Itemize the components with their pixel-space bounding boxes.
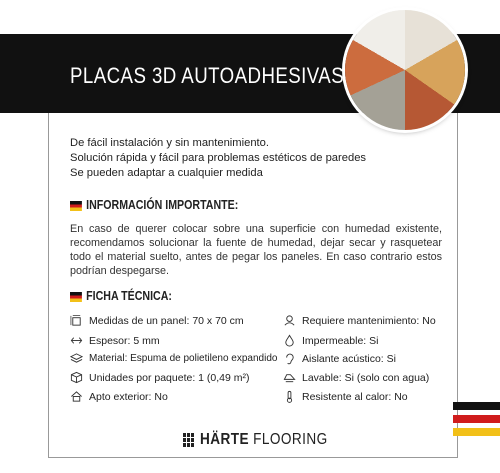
washable-icon bbox=[283, 371, 296, 384]
spec-text: Requiere mantenimiento: No bbox=[302, 314, 436, 327]
specs-heading bbox=[70, 289, 172, 303]
spec-acoustic bbox=[283, 352, 396, 365]
intro-line: De fácil instalación y sin mantenimiento. bbox=[70, 137, 269, 149]
intro-line: Se pueden adaptar a cualquier medida bbox=[70, 167, 263, 179]
intro-text bbox=[70, 136, 366, 181]
logo-mark-icon bbox=[183, 433, 194, 447]
spec-text: Impermeable: Si bbox=[302, 334, 379, 347]
brand-name bbox=[200, 431, 328, 449]
droplet-icon bbox=[283, 334, 296, 347]
spec-text: Aislante acústico: Si bbox=[302, 352, 396, 365]
ear-icon bbox=[283, 352, 296, 365]
brand-name-bold: HÄRTE bbox=[200, 431, 249, 448]
spec-material bbox=[70, 352, 277, 365]
brand-name-light: FLOORING bbox=[248, 431, 328, 448]
important-heading-label: INFORMACIÓN IMPORTANTE: bbox=[86, 198, 239, 212]
spec-washable bbox=[283, 371, 429, 384]
stripe-red bbox=[453, 415, 500, 423]
brand-logo bbox=[183, 431, 350, 449]
dimensions-icon bbox=[70, 314, 83, 327]
spec-thickness bbox=[70, 334, 160, 347]
intro-line: Solución rápida y fácil para problemas estéticos de paredes bbox=[70, 152, 367, 164]
spec-text: Medidas de un panel: 70 x 70 cm bbox=[89, 314, 244, 327]
box-icon bbox=[70, 371, 83, 384]
spec-dimensions bbox=[70, 314, 244, 327]
spec-text: Lavable: Si (solo con agua) bbox=[302, 371, 430, 384]
wood-texture-wheel bbox=[345, 10, 465, 130]
flag-icon bbox=[70, 292, 82, 302]
maintenance-icon bbox=[283, 314, 296, 327]
spec-text: Material: Espuma de polietileno expandido bbox=[89, 353, 278, 364]
stripe-black bbox=[453, 402, 500, 410]
thickness-icon bbox=[70, 334, 83, 347]
spec-heat bbox=[283, 390, 408, 403]
thermometer-icon bbox=[283, 390, 296, 403]
page-title: PLACAS 3D AUTOADHESIVAS bbox=[70, 63, 345, 88]
spec-exterior bbox=[70, 390, 168, 403]
specs-heading-label: FICHA TÉCNICA: bbox=[86, 289, 172, 303]
important-heading bbox=[70, 198, 238, 212]
house-icon bbox=[70, 390, 83, 403]
flag-stripes bbox=[453, 402, 500, 441]
spec-text: Espesor: 5 mm bbox=[89, 334, 160, 347]
spec-waterproof bbox=[283, 334, 378, 347]
spec-units bbox=[70, 371, 250, 384]
spec-text: Apto exterior: No bbox=[89, 390, 168, 403]
spec-maintenance bbox=[283, 314, 436, 327]
spec-text: Unidades por paquete: 1 (0,49 m²) bbox=[89, 371, 250, 384]
layers-icon bbox=[70, 352, 83, 365]
spec-text: Resistente al calor: No bbox=[302, 390, 408, 403]
flag-icon bbox=[70, 201, 82, 211]
important-text: En caso de querer colocar sobre una superficie con humedad existente, recomendamos solucionar la fuente de humedad, dejar secar y rasquetear todo el material suelto, antes de pegar los paneles. En caso contrario estos podrían despegarse. bbox=[70, 223, 442, 277]
stripe-gold bbox=[453, 428, 500, 436]
